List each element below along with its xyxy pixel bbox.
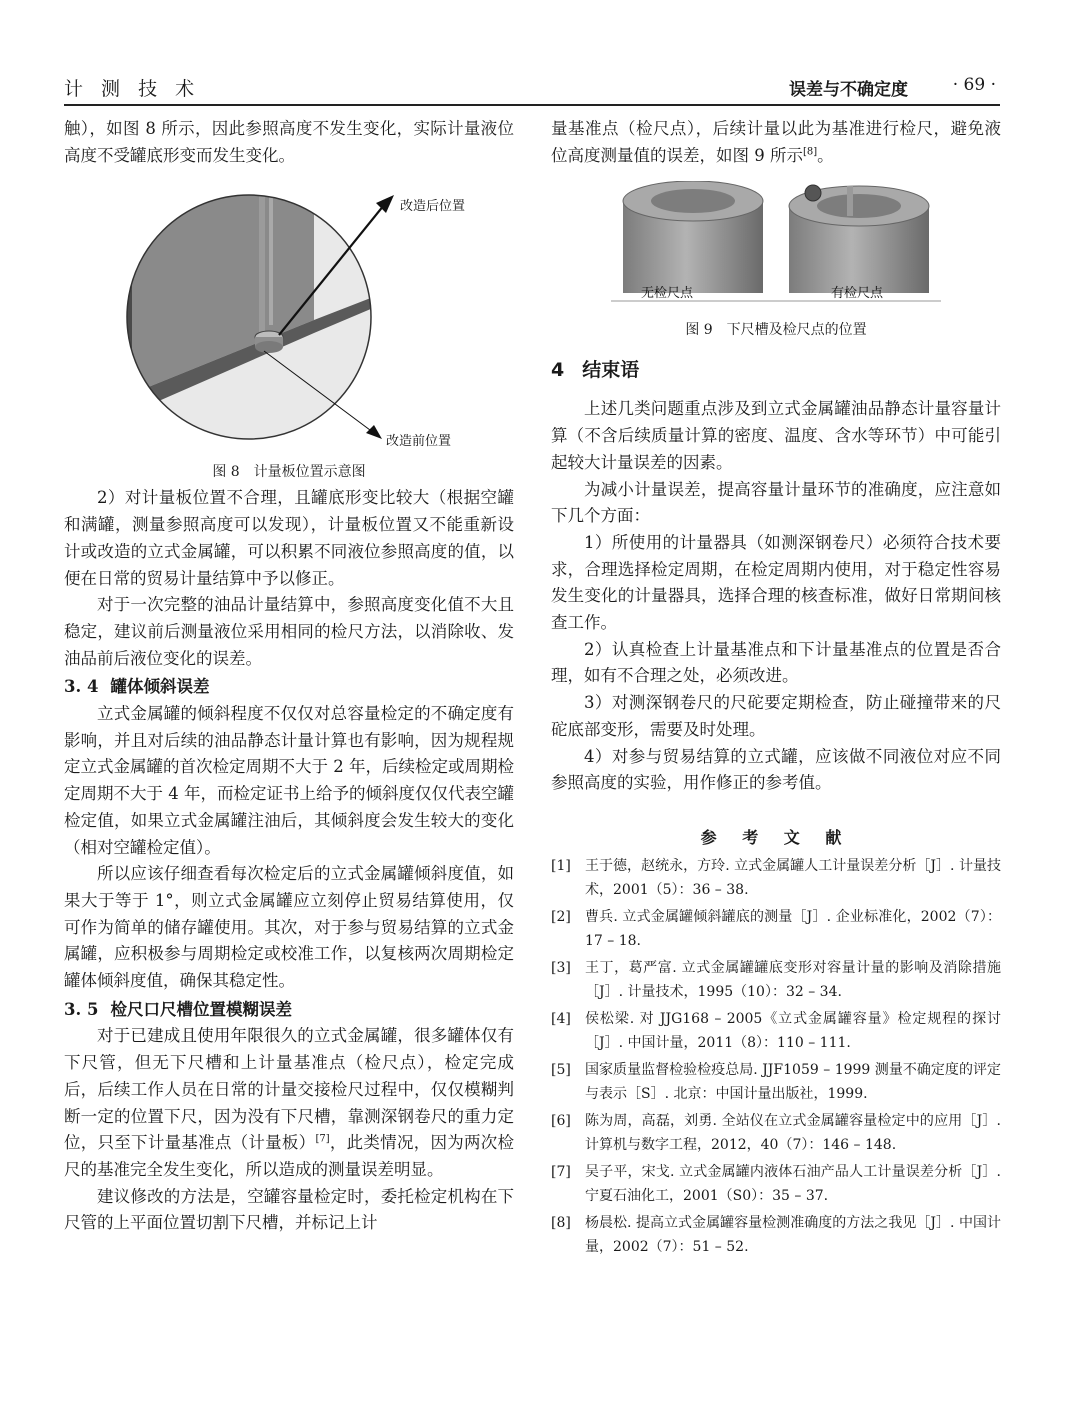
paragraph: 1）所使用的计量器具（如测深钢卷尺）必须符合技术要求，合理选择检定周期，在检定周期内使用，对于稳定性容易发生变化的计量器具，选择合理的核查标准，做好日常期间核查工作。 xyxy=(551,532,1001,633)
reference-text: 吴子平，宋戈. 立式金属罐内液体石油产品人工计量误差分析［J］. 宁夏石油化工，2001（S0）：35 – 37. xyxy=(585,1163,1001,1204)
subsection-heading-3-4 xyxy=(64,674,514,701)
reference-index: [5] xyxy=(551,1061,571,1078)
reference-index: [7] xyxy=(551,1163,571,1180)
reference-item xyxy=(551,1160,1001,1208)
citation: [8] xyxy=(803,146,818,158)
figure-8 xyxy=(64,175,514,485)
reference-index: [6] xyxy=(551,1112,571,1129)
reference-item xyxy=(551,956,1001,1004)
reference-item xyxy=(551,854,1001,902)
subsection-heading-3-5 xyxy=(64,997,514,1024)
figure-9-caption: 图 9 下尺槽及检尺点的位置 xyxy=(685,322,867,339)
figure-8-caption: 图 8 计量板位置示意图 xyxy=(212,464,366,481)
paragraph: 2）认真检查上计量基准点和下计量基准点的位置是否合理，如有不合理之处，必须改进。 xyxy=(551,639,1001,686)
reference-item xyxy=(551,1058,1001,1106)
section-title: 结束语 xyxy=(582,359,640,382)
section-heading-4 xyxy=(551,355,1001,382)
subsection-title: 检尺口尺槽位置模糊误差 xyxy=(110,999,292,1019)
paragraph-text: 对于已建成且使用年限很久的立式金属罐，很多罐体仅有下尺管，但无下尺槽和上计量基准点（检尺点），检定完成后，后续工作人员在日常的计量交接检尺过程中，仅仅模糊判断一定的位置下尺，因为没有下尺槽，靠测深钢卷尺的重力定位，只至下计量基准点（计量板） xyxy=(64,1026,514,1153)
reference-index: [1] xyxy=(551,857,571,874)
reference-index: [3] xyxy=(551,959,571,976)
figure-9-illustration xyxy=(551,181,1001,313)
figure-8-illustration xyxy=(64,175,514,455)
figure-9 xyxy=(551,181,1001,341)
section-name: 误差与不确定度 xyxy=(789,80,908,100)
subsection-number: 3. 4 xyxy=(64,677,99,697)
paragraph-text: 量基准点（检尺点），后续计量以此为基准进行检尺，避免液位高度测量值的误差，如图 9 所示 xyxy=(551,119,1001,165)
figure-8-label-bottom: 改造前位置 xyxy=(386,434,452,450)
reference-item xyxy=(551,1211,1001,1259)
paragraph: 触），如图 8 所示，因此参照高度不发生变化，实际计量液位高度不受罐底形变而发生变化。 xyxy=(64,119,514,165)
citation: [7] xyxy=(315,1133,330,1145)
reference-text: 曹兵. 立式金属罐倾斜罐底的测量［J］. 企业标准化，2002（7）：17 – 18. xyxy=(585,908,1001,949)
section-number: 4 xyxy=(551,359,565,382)
right-column xyxy=(551,116,1001,1262)
paragraph: 3）对测深钢卷尺的尺砣要定期检查，防止碰撞带来的尺砣底部变形，需要及时处理。 xyxy=(551,693,1001,739)
reference-index: [2] xyxy=(551,908,571,925)
paragraph: 为减小计量误差，提高容量计量环节的准确度，应注意如下几个方面： xyxy=(551,479,1001,526)
reference-text: 陈为周，高磊，刘勇. 全站仪在立式金属罐容量检定中的应用［J］. 计算机与数字工程，2012，40（7）：146 – 148. xyxy=(585,1112,1001,1153)
reference-text: 侯松梁. 对 JJG168 – 2005《立式金属罐容量》检定规程的探讨［J］. 中国计量，2011（8）：110 – 111. xyxy=(585,1010,1001,1051)
references-list xyxy=(551,854,1001,1259)
paragraph: 立式金属罐的倾斜程度不仅仅对总容量检定的不确定度有影响，并且对后续的油品静态计量计算也有影响，因为规程规定立式金属罐的首次检定周期不大于 2 年，后续检定或周期检定周期不大于 4 年，而检定证书上给予的倾斜度仅仅代表空罐检定值，如果立式金属罐注油后，其倾斜度会发生较大的变化（相对空罐检定值）。 xyxy=(64,704,514,857)
reference-item xyxy=(551,905,1001,953)
paragraph xyxy=(551,116,1001,169)
paragraph: 建议修改的方法是，空罐容量检定时，委托检定机构在下尺管的上平面位置切割下尺槽，并标记上计 xyxy=(64,1186,514,1233)
paragraph: 对于一次完整的油品计量结算中，参照高度变化值不大且稳定，建议前后测量液位采用相同的检尺方法，以消除收、发油品前后液位变化的误差。 xyxy=(64,595,514,668)
reference-text: 国家质量监督检验检疫总局. JJF1059 – 1999 测量不确定度的评定与表示［S］. 北京：中国计量出版社，1999. xyxy=(585,1061,1001,1102)
figure-9-label-left: 无检尺点 xyxy=(641,286,694,302)
reference-text: 王丁，葛严富. 立式金属罐罐底变形对容量计量的影响及消除措施［J］. 计量技术，1995（10）：32 – 34. xyxy=(585,959,1001,1000)
figure-8-label-top: 改造后位置 xyxy=(400,199,466,215)
reference-item xyxy=(551,1109,1001,1157)
reference-index: [4] xyxy=(551,1010,571,1027)
paragraph: 2）对计量板位置不合理，且罐底形变比较大（根据空罐和满罐，测量参照高度可以发现），计量板位置又不能重新设计或改造的立式金属罐，可以积累不同液位参照高度的值，以便在日常的贸易计量结算中予以修正。 xyxy=(64,488,514,588)
references-heading: 参 考 文 献 xyxy=(700,827,852,847)
paragraph: 上述几类问题重点涉及到立式金属罐油品静态计量容量计算（不含后续质量计算的密度、温度、含水等环节）中可能引起较大计量误差的因素。 xyxy=(551,399,1001,472)
running-header xyxy=(64,64,1000,106)
paragraph-text: 。 xyxy=(817,145,834,165)
reference-text: 杨晨松. 提高立式金属罐容量检测准确度的方法之我见［J］. 中国计量，2002（7）：51 – 52. xyxy=(585,1214,1001,1255)
page-number: · 69 · xyxy=(952,75,996,95)
reference-item xyxy=(551,1007,1001,1055)
paragraph xyxy=(64,1023,514,1183)
paragraph: 4）对参与贸易结算的立式罐，应该做不同液位对应不同参照高度的实验，用作修正的参考值。 xyxy=(551,746,1001,793)
reference-text: 王于德，赵统永，方玲. 立式金属罐人工计量误差分析［J］. 计量技术，2001（5）：36 – 38. xyxy=(585,857,1001,898)
subsection-number: 3. 5 xyxy=(64,999,99,1019)
figure-9-label-right: 有检尺点 xyxy=(831,286,884,302)
paragraph: 所以应该仔细查看每次检定后的立式金属罐倾斜度值，如果大于等于 1°，则立式金属罐应立刻停止贸易结算使用，仅可作为简单的储存罐使用。其次，对于参与贸易结算的立式金属罐，应积极参与周期检定或校准工作，以复核两次周期检定罐体倾斜度值，确保其稳定性。 xyxy=(64,864,514,991)
subsection-title: 罐体倾斜误差 xyxy=(110,677,210,697)
journal-name: 计 测 技 术 xyxy=(64,78,201,100)
reference-index: [8] xyxy=(551,1214,571,1231)
paragraph-text: ，此类情况，因为两次检尺的基准完全发生变化，所以造成的测量误差明显。 xyxy=(64,1133,515,1179)
left-column xyxy=(64,116,514,1237)
